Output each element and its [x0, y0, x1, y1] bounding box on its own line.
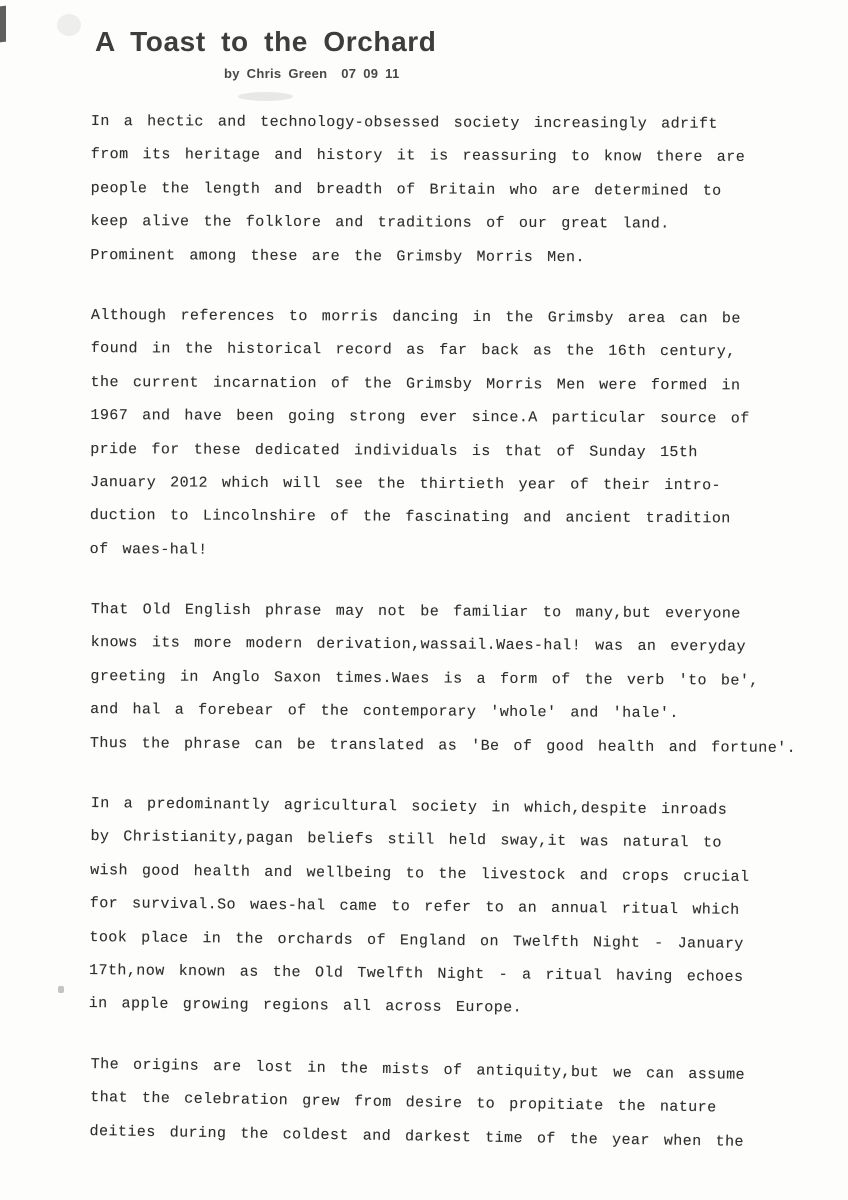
text-line: Although references to morris dancing in the Grimsby area can be: [90, 307, 741, 328]
paragraph: [89, 787, 848, 1029]
text-line: by Christianity,pagan beliefs still held sway,it was natural to: [90, 828, 722, 853]
text-line: duction to Lincolnshire of the fascinating and ancient tradition: [89, 507, 731, 528]
text-line: keep alive the folklore and traditions of our great land.: [90, 213, 670, 233]
text-line: Prominent among these are the Grimsby Morris Men.: [90, 246, 586, 266]
text-line: wish good health and wellbeing to the livestock and crops crucial: [90, 862, 750, 887]
paragraph: [90, 593, 848, 765]
scan-speck: [58, 986, 64, 993]
paragraph: [90, 105, 848, 275]
text-line: took place in the orchards of England on Twelfth Night - January: [89, 928, 744, 953]
text-line: the current incarnation of the Grimsby Morris Men were formed in: [90, 373, 741, 395]
scan-smudge: [57, 14, 81, 36]
paragraph: [89, 1048, 848, 1161]
text-line: found in the historical record as far back as the 16th century,: [90, 340, 736, 361]
text-line: January 2012 which will see the thirtieth year of their intro-: [89, 474, 722, 495]
document-title: A Toast to the Orchard: [95, 26, 437, 57]
text-line: 17th,now known as the Old Twelfth Night - a ritual having echoes: [88, 962, 744, 987]
scan-edge-mark: [0, 6, 6, 43]
paragraph: [90, 299, 848, 570]
scan-smudge: [238, 92, 293, 101]
byline: by Chris Green 07 09 11: [224, 66, 400, 81]
text-line: Thus the phrase can be translated as 'Be of good health and fortune'.: [89, 734, 797, 757]
text-line: from its heritage and history it is reassuring to know there are: [90, 146, 746, 167]
text-line: pride for these dedicated individuals is that of Sunday 15th: [90, 440, 698, 461]
text-line: for survival.So waes-hal came to refer to an annual ritual which: [89, 895, 740, 920]
text-line: The origins are lost in the mists of antiquity,but we can assume: [90, 1056, 746, 1085]
text-line: 1967 and have been going strong ever since.A particular source of: [90, 407, 750, 428]
text-line: That Old English phrase may not be familiar to many,but everyone: [90, 601, 741, 623]
text-line: In a hectic and technology-obsessed society increasingly adrift: [90, 112, 718, 133]
document-body: [88, 105, 848, 1175]
text-line: in apple growing regions all across Europe.: [88, 995, 523, 1018]
text-line: knows its more modern derivation,wassail.Waes-hal! was an everyday: [90, 634, 746, 657]
text-line: of waes-hal!: [89, 540, 208, 559]
text-line: deities during the coldest and darkest time of the year when the: [89, 1122, 745, 1151]
text-line: In a predominantly agricultural society in which,despite inroads: [90, 795, 728, 819]
text-line: that the celebration grew from desire to propitiate the nature: [90, 1089, 717, 1117]
text-line: greeting in Anglo Saxon times.Waes is a form of the verb 'to be',: [90, 668, 759, 690]
text-line: and hal a forebear of the contemporary 'whole' and 'hale'.: [90, 701, 679, 723]
text-line: people the length and breadth of Britain who are determined to: [90, 179, 722, 200]
